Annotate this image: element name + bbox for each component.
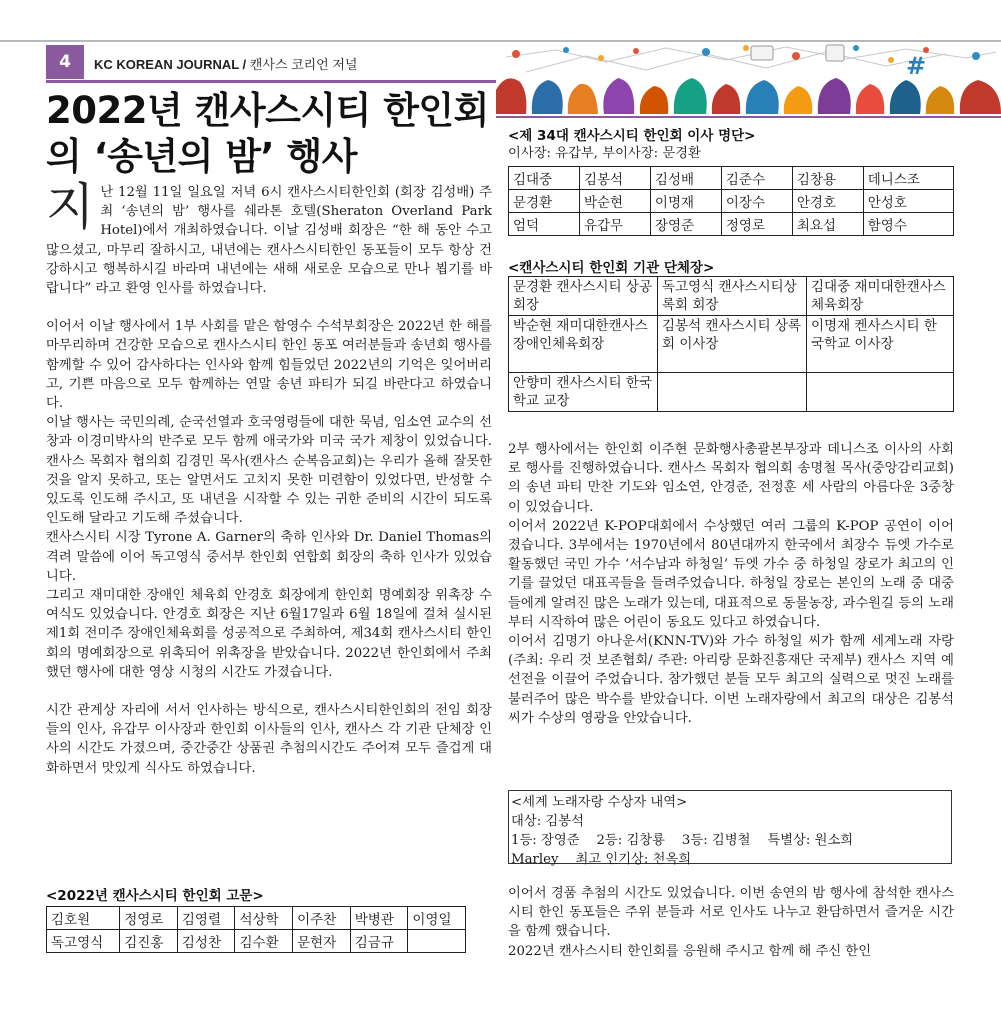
journal-sep: / xyxy=(238,57,250,72)
paragraph: 캔사스시티 시장 Tyrone A. Garner의 축하 인사와 Dr. Daniel Thomas의 격려 말씀에 이어 독고영식 중서부 한인회 연합회 회장의 축하 인사가 있었습니다. xyxy=(46,530,492,584)
table-cell: 유갑무 xyxy=(579,213,650,236)
table-cell: 데니스조 xyxy=(863,167,953,190)
table-cell: 김성찬 xyxy=(177,930,235,953)
board-heading: <제 34대 캔사스시티 한인회 이사 명단> xyxy=(508,128,756,144)
paragraph: 그리고 재미대한 장애인 체육회 안경호 회장에게 한인회 명예회장 위촉장 수여식도 있었습니다. 안경호 회장은 지난 6월17일과 6월 18일에 걸쳐 실시된 제1회 전미주 장애인체육회를 성공적으로 주최하여, 제34회 캔사스시티 한인회의 명예회장으로 위촉되어 위촉장을 받았습니다. 2022년 한인회에서 주최했던 행사에 대한 영상 시청의 시간도 가졌습니다. xyxy=(46,588,492,680)
banner-rule xyxy=(496,116,1001,118)
lead-paragraph xyxy=(46,178,492,298)
journal-name xyxy=(94,54,357,73)
orgs-table xyxy=(508,276,954,412)
table-cell: 김영렬 xyxy=(177,907,235,930)
table-cell: 김봉석 xyxy=(579,167,650,190)
journal-name-ko: 캔사스 코리언 저널 xyxy=(249,57,358,72)
table-cell: 김수환 xyxy=(235,930,293,953)
table-cell: 이명재 xyxy=(650,190,721,213)
table-cell: 박병관 xyxy=(350,907,408,930)
table-cell: 이명재 켄사스시티 한국학교 이사장 xyxy=(807,316,954,373)
table-cell: 문경환 캔사스시티 상공회장 xyxy=(509,277,658,316)
table-cell: 독고영식 xyxy=(47,930,120,953)
banner-illustration xyxy=(496,42,1001,114)
contest-heading: <세계 노래자랑 수상자 내역> xyxy=(511,795,688,810)
right-column-end xyxy=(508,884,954,961)
table-cell: 김성배 xyxy=(650,167,721,190)
table-cell: 김금규 xyxy=(350,930,408,953)
left-column xyxy=(46,178,492,778)
table-row xyxy=(47,907,466,930)
paragraph: 이어서 김명기 아나운서(KNN-TV)와 가수 하청일 씨가 함께 세계노래 자랑 (주최: 우리 것 보존협회/ 주관: 아리랑 문화진흥재단 국제부) 캔사스 지역 예선전을 이끌어 주었습니다. 참가했던 분들 모두 최고의 실력으로 멋진 노래를 불러주어 많은 박수를 받았습니다. 이번 노래자랑에서 최고의 대상은 김봉석 씨가 수상의 영광을 안았습니다. xyxy=(508,634,954,726)
contest-winners-line: Marley 최고 인기상: 천옥희 xyxy=(511,852,692,867)
table-cell xyxy=(658,373,807,412)
table-cell: 장영준 xyxy=(650,213,721,236)
contest-grand-prize: 대상: 김봉석 xyxy=(511,814,584,829)
table-cell: 최요섭 xyxy=(792,213,863,236)
table-cell: 정영로 xyxy=(721,213,792,236)
table-cell: 문경환 xyxy=(509,190,580,213)
table-cell: 안경호 xyxy=(792,190,863,213)
table-cell: 함영수 xyxy=(863,213,953,236)
right-column xyxy=(508,440,954,728)
page-number: 4 xyxy=(46,45,84,79)
table-row xyxy=(509,316,954,373)
table-row xyxy=(509,373,954,412)
table-cell: 이주찬 xyxy=(293,907,351,930)
orgs-heading: <캔사스시티 한인회 기관 단체장> xyxy=(508,260,715,276)
table-cell: 김봉석 캔사스시티 상록회 이사장 xyxy=(658,316,807,373)
table-row xyxy=(47,930,466,953)
table-row xyxy=(509,190,954,213)
table-row xyxy=(509,277,954,316)
journal-name-en: KC KOREAN JOURNAL xyxy=(94,57,239,72)
table-cell: 김준수 xyxy=(721,167,792,190)
contest-winners-box xyxy=(508,790,952,867)
table-cell: 안성호 xyxy=(863,190,953,213)
table-cell xyxy=(807,373,954,412)
table-cell: 이영일 xyxy=(408,907,466,930)
board-chairs: 이사장: 유갑부, 부이사장: 문경환 xyxy=(508,146,701,161)
table-row xyxy=(509,213,954,236)
table-cell: 정영로 xyxy=(120,907,178,930)
table-cell: 문현자 xyxy=(293,930,351,953)
paragraph: 이어서 2022년 K-POP대회에서 수상했던 여러 그룹의 K-POP 공연이 이어졌습니다. 3부에서는 1970년에서 80년대까지 한국에서 최장수 듀엣 가수로 활동했던 국민 가수 ‘서수남과 하청일’ 듀엣 가수 중 하청일 장로가 최고의 인기를 끌었던 대표곡들을 들려주었습니다. 하청일 장로는 본인의 노래 중 대중들에게 알려진 많은 노래가 있는데, 대표적으로 동물농장, 과수원길 등의 노래부터 시작하여 많은 어린이 동요도 있다고 하였습니다. xyxy=(508,518,954,630)
paragraph: 2022년 캔사스시티 한인회를 응원해 주시고 함께 해 주신 한인 xyxy=(508,943,872,959)
board-table xyxy=(508,166,954,236)
table-cell xyxy=(408,930,466,953)
table-cell: 박순현 xyxy=(579,190,650,213)
paragraph: 2부 행사에서는 한인회 이주현 문화행사총괄본부장과 데니스조 이사의 사회로 행사를 진행하였습니다. 캔사스 목회자 협의회 송명철 목사(중앙감리교회)의 송년 파티 만찬 기도와 임소연, 안경준, 전정훈 세 사람의 아름다운 3중창이 있었습니다. xyxy=(508,442,954,515)
table-cell: 김대중 재미대한캔사스체육회장 xyxy=(807,277,954,316)
table-cell: 석상학 xyxy=(235,907,293,930)
drop-cap: 지 xyxy=(46,178,95,236)
paragraph: 이어서 이날 행사에서 1부 사회를 맡은 함영수 수석부회장은 2022년 한 해를 마무리하며 건강한 모습으로 캔사스시티 한인 동포 여러분들과 송년회 행사를 함께할 수 있어 감사하다는 인사와 함께 힘들었던 2022년의 기억은 잊어버리고, 기쁜 마음으로 모두 함께하는 연말 송년 파티가 되길 바란다고 하였습니다. xyxy=(46,319,492,412)
advisors-heading: <2022년 캔사스시티 한인회 고문> xyxy=(46,888,264,904)
paragraph: 이어서 경품 추첨의 시간도 있었습니다. 이번 송연의 밤 행사에 참석한 캔사스시티 한인 동포들은 주위 분들과 서로 인사도 나누고 환담하면서 즐거운 시간을 함께 했습니다. xyxy=(508,886,954,940)
table-cell: 독고영식 캔사스시티상록회 회장 xyxy=(658,277,807,316)
table-cell: 엄덕 xyxy=(509,213,580,236)
paragraph: 이날 행사는 국민의례, 순국선열과 호국영령들에 대한 묵념, 임소연 교수의 선창과 이경미박사의 반주로 모두 함께 애국가와 미국 국가 제창이 있었습니다. 캔사스 목회자 협의회 김경민 목사(캔사스 순복음교회)는 우리가 올해 잘못한 것을 알지 못하고, 또는 알면서도 고치지 못한 미련함이 있었다면, 반성할 수 있도록 인도해 주시고, 또 내년을 시작할 수 있는 귀한 준비의 시간이 되도록 인도해 달라고 기도해 주셨습니다. xyxy=(46,415,492,527)
table-cell: 안향미 캔사스시티 한국학교 교장 xyxy=(509,373,658,412)
table-cell: 이장수 xyxy=(721,190,792,213)
article-title: 2022년 캔사스시티 한인회의 ‘송년의 밤’ 행사 xyxy=(46,89,489,178)
table-cell: 박순현 재미대한캔사스장애인체육회장 xyxy=(509,316,658,373)
table-row xyxy=(509,167,954,190)
svg-text:#: # xyxy=(906,52,927,80)
table-cell: 김진홍 xyxy=(120,930,178,953)
table-cell: 김대중 xyxy=(509,167,580,190)
contest-winners-line: 1등: 장영준 2등: 김창룡 3등: 김병철 특별상: 원소희 xyxy=(511,833,854,848)
table-cell: 김호원 xyxy=(47,907,120,930)
paragraph: 시간 관계상 자리에 서서 인사하는 방식으로, 캔사스시티한인회의 전임 회장들의 인사, 유갑무 이사장과 한인회 이사들의 인사, 캔사스 각 기관 단체장 인사의 시간도 가졌으며, 중간중간 상품권 추첨의시간도 주어져 모두 즐겁게 대화하면서 맛있게 식사도 하였습니다. xyxy=(46,703,492,776)
advisors-table xyxy=(46,906,466,953)
lead-text: 난 12월 11일 일요일 저녁 6시 캔사스시티한인회 (회장 김성배) 주최 ‘송년의 밤’ 행사를 쉐라톤 호텔(Sheraton Overland Park Hotel)에서 개최하였습니다. 이날 김성배 회장은 “한 해 동안 수고 많으셨고, 마무리 잘하시고, 내년에는 캔사스시티한인 동포들이 모두 항상 건강하시고 행복하시길 바라며 내년에는 새해 새로운 모습으로 만나 뵙기를 바랍니다” 라고 환영 인사를 하였습니다. xyxy=(46,185,492,297)
table-cell: 김창용 xyxy=(792,167,863,190)
header-rule xyxy=(46,80,496,83)
people-network-illustration xyxy=(496,42,1001,114)
